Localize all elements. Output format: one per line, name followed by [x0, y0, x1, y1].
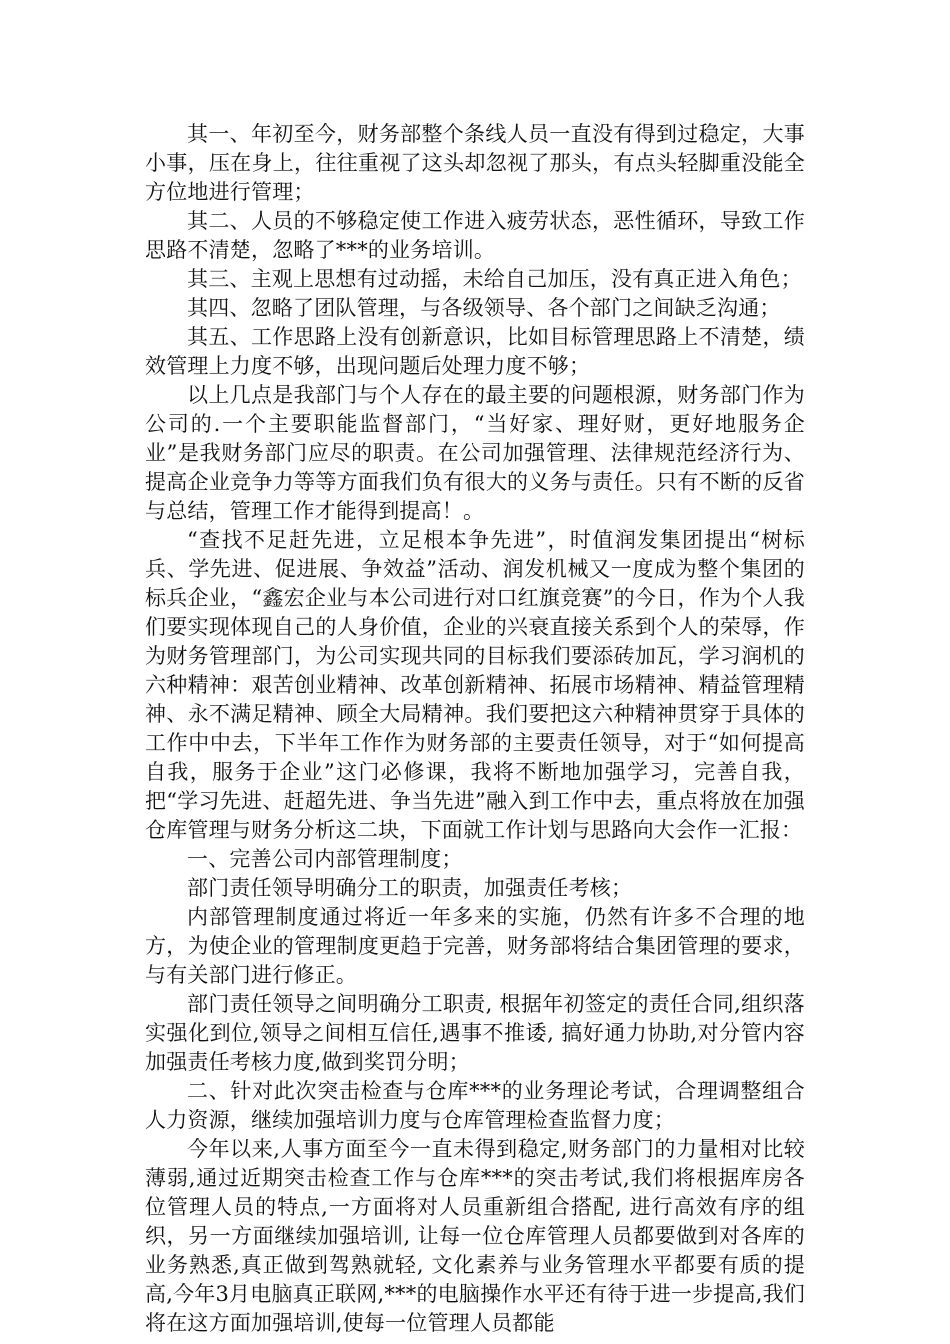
paragraph-issue-5: 其五、工作思路上没有创新意识，比如目标管理思路上不清楚，绩效管理上力度不够，出现问题后处理力度不够； — [145, 325, 805, 378]
paragraph-plan-intro: “查找不足赶先进，立足根本争先进”，时值润发集团提出“树标兵、学先进、促进展、争效益”活动、润发机械又一度成为整个集团的标兵企业，“鑫宏企业与本公司进行对口红旗竞赛”的今日，作为个人我们要实现体现自己的人身价值，企业的兴衰直接关系到个人的荣辱，作为财务管理部门，为公司实现共同的目标我们要添砖加瓦，学习润机的六种精神：艰苦创业精神、改革创新精神、拓展市场精神、精益管理精神、永不满足精神、顾全大局精神。我们要把这六种精神贯穿于具体的工作中中去，下半年工作作为财务部的主要责任领导，对于“如何提高自我，服务于企业”这门必修课，我将不断地加强学习，完善自我，把“学习先进、赶超先进、争当先进”融入到工作中去，重点将放在加强仓库管理与财务分析这二块，下面就工作计划与思路向大会作一汇报： — [145, 528, 805, 842]
paragraph-responsibility: 部门责任领导明确分工的职责，加强责任考核； — [187, 876, 633, 900]
paragraph-issue-4: 其四、忽略了团队管理，与各级领导、各个部门之间缺乏沟通； — [187, 296, 781, 320]
heading-section-2: 二、针对此次突击检查与仓库***的业务理论考试，合理调整组合人力资源，继续加强培训力度与仓库管理检查监督力度； — [145, 1079, 805, 1132]
document-body — [145, 120, 805, 1338]
paragraph-summary: 以上几点是我部门与个人存在的最主要的问题根源，财务部门作为公司的.一个主要职能监督部门，“当好家、理好财，更好地服务企业”是我财务部门应尽的职责。在公司加强管理、法律规范经济行为、提高企业竞争力等等方面我们负有很大的义务与责任。只有不断的反省与总结，管理工作才能得到提高！。 — [145, 383, 805, 523]
heading-section-1: 一、完善公司内部管理制度； — [187, 847, 463, 871]
paragraph-issue-1: 其一、年初至今，财务部整个条线人员一直没有得到过稳定，大事小事，压在身上，往往重视了这头却忽视了那头，有点头轻脚重没能全方位地进行管理； — [145, 122, 805, 204]
paragraph-staff-training: 今年以来,人事方面至今一直未得到稳定,财务部门的力量相对比较薄弱,通过近期突击检查工作与仓库***的突击考试,我们将根据库房各位管理人员的特点,一方面将对人员重新组合搭配, 进行高效有序的组织，另一方面继续加强培训, 让每一位仓库管理人员都要做到对各库的业务熟悉,真正做到驾熟就轻, 文化素养与业务管理水平都要有质的提高,今年3月电脑真正联网,***的电脑操作水平还有待于进一步提高,我们将在这方面加强培训,使每一位管理人员都能 — [145, 1137, 805, 1335]
paragraph-issue-2: 其二、人员的不够稳定使工作进入疲劳状态，恶性循环，导致工作思路不清楚，忽略了***的业务培训。 — [145, 209, 805, 262]
paragraph-issue-3: 其三、主观上思想有过动摇，未给自己加压，没有真正进入角色； — [187, 267, 802, 291]
paragraph-internal-system: 内部管理制度通过将近一年多来的实施，仍然有许多不合理的地方，为使企业的管理制度更趋于完善，财务部将结合集团管理的要求，与有关部门进行修正。 — [145, 905, 805, 987]
paragraph-division-of-duties: 部门责任领导之间明确分工职责, 根据年初签定的责任合同,组织落实强化到位,领导之间相互信任,遇事不推诿, 搞好通力协助,对分管内容加强责任考核力度,做到奖罚分明； — [145, 992, 805, 1074]
